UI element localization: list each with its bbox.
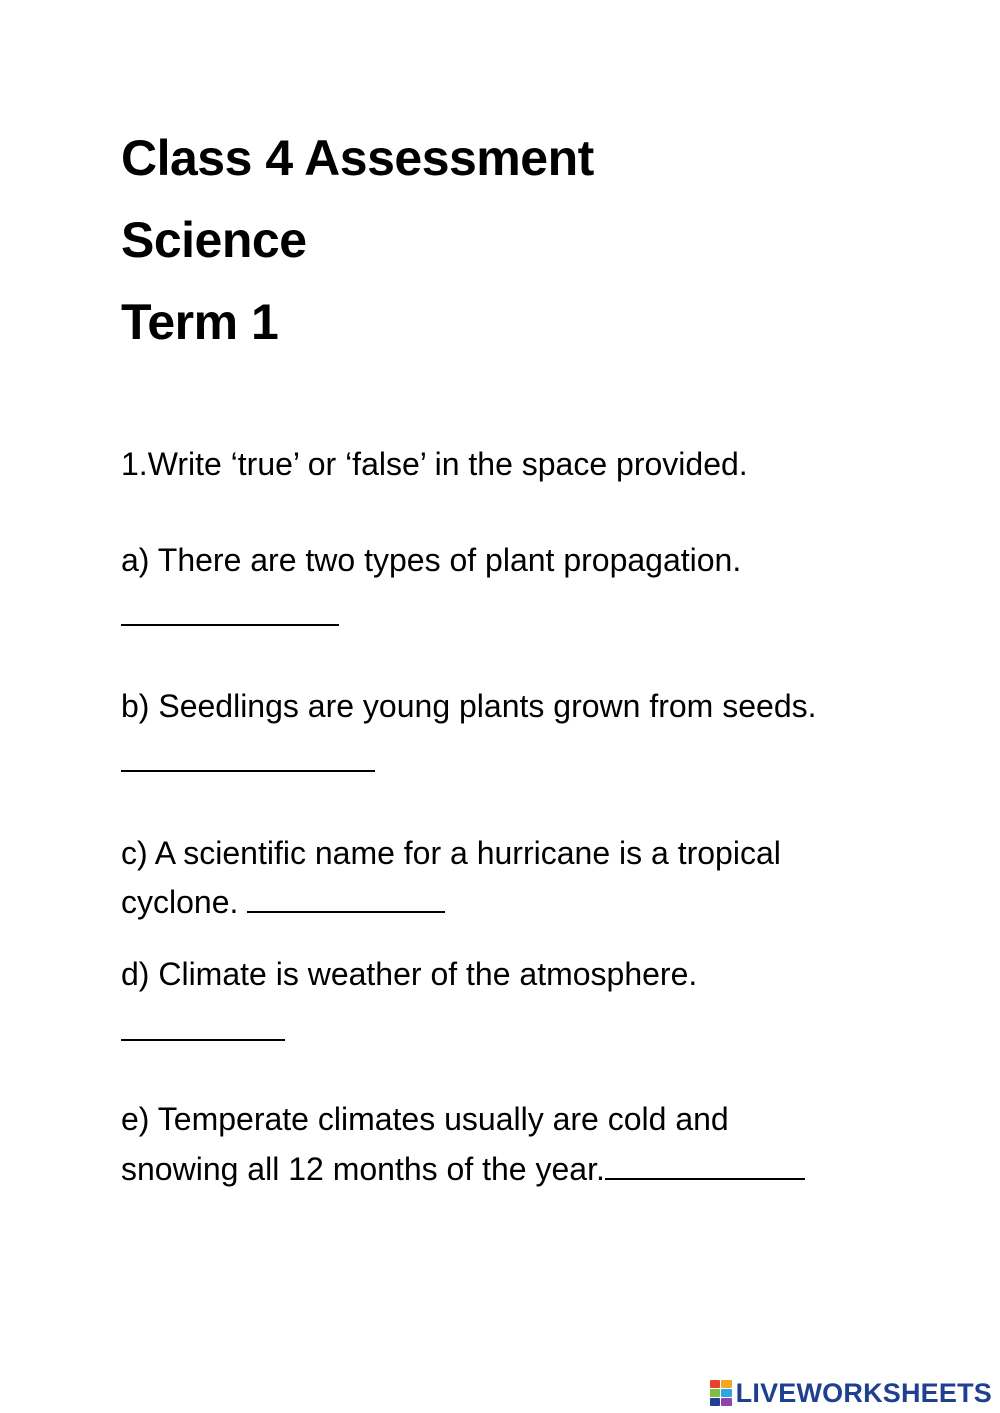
question-c-text-line2 — [121, 882, 445, 922]
assessment-title: Class 4 Assessment — [121, 130, 594, 186]
liveworksheets-watermark[interactable] — [710, 1378, 992, 1408]
logo-tile — [721, 1380, 732, 1388]
answer-blank-b[interactable] — [121, 770, 375, 772]
logo-tile — [721, 1389, 732, 1397]
logo-tile — [721, 1398, 732, 1406]
question-a-text: a) There are two types of plant propagation. — [121, 542, 742, 578]
subject-title: Science — [121, 212, 307, 268]
liveworksheets-logo-icon — [710, 1380, 732, 1406]
answer-blank-c[interactable] — [247, 885, 445, 913]
question-e-text-line2-label: snowing all 12 months of the year. — [121, 1151, 605, 1187]
question-b-text: b) Seedlings are young plants grown from seeds. — [121, 688, 817, 724]
logo-tile — [710, 1380, 721, 1388]
question-e-text-line2 — [121, 1149, 805, 1189]
question-c-text-line2-label: cyclone. — [121, 884, 248, 920]
logo-tile — [710, 1389, 721, 1397]
watermark-text: LIVEWORKSHEETS — [735, 1378, 992, 1408]
question-c-text-line1: c) A scientific name for a hurricane is a tropical — [121, 835, 781, 871]
term-title: Term 1 — [121, 294, 279, 350]
instruction-text: 1.Write ‘true’ or ‘false’ in the space provided. — [121, 446, 748, 482]
answer-blank-a[interactable] — [121, 624, 339, 626]
answer-blank-d[interactable] — [121, 1039, 285, 1041]
question-e-text-line1: e) Temperate climates usually are cold and — [121, 1101, 729, 1137]
answer-blank-e[interactable] — [605, 1152, 805, 1180]
logo-tile — [710, 1398, 721, 1406]
question-d-text: d) Climate is weather of the atmosphere. — [121, 956, 698, 992]
